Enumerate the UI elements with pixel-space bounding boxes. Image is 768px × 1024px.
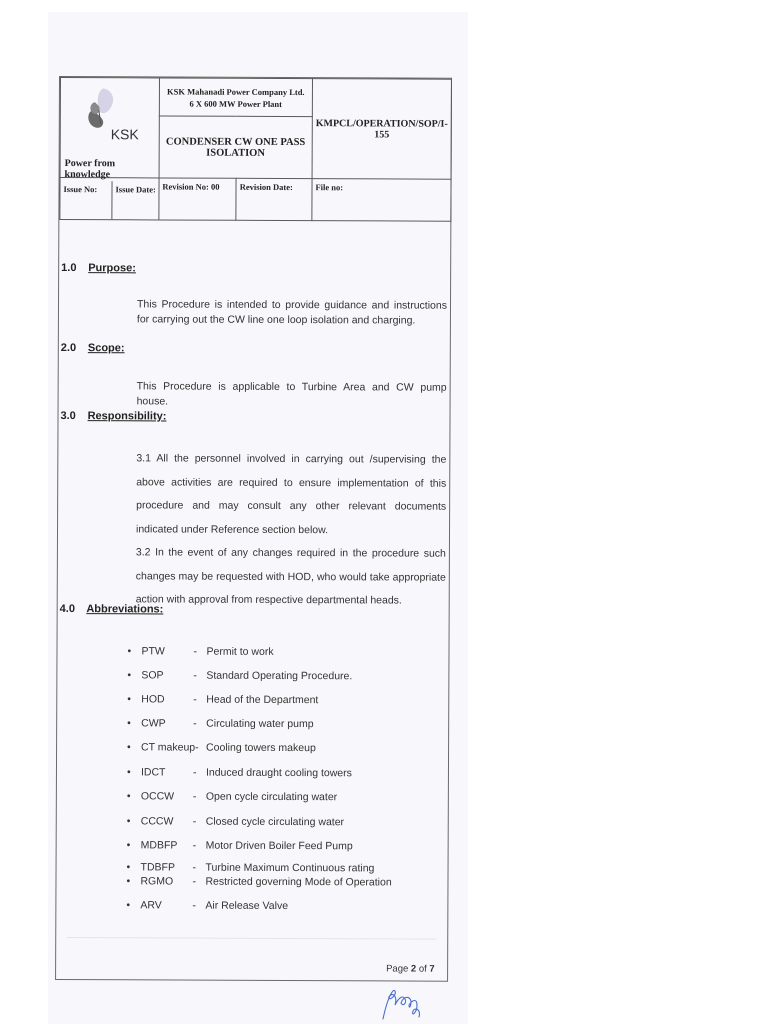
document-title: CONDENSER CW ONE PASS ISOLATION [159,116,312,179]
bullet-icon: • [126,766,131,779]
section-heading-purpose [61,262,136,274]
section-title: Abbreviations: [86,603,164,616]
list-item: • ARV - Air Release Valve [126,899,289,913]
bullet-icon: • [126,875,131,888]
file-no-label: File no: [312,179,451,222]
bullet-icon: • [127,717,131,730]
document-number: KMPCL/OPERATION/SOP/I-155 [312,79,451,180]
page-number: Page 2 of 7 [386,963,435,975]
section-heading-abbreviations [60,603,164,615]
bullet-icon: • [126,861,131,874]
bullet-icon: • [127,645,132,658]
issue-no-label: Issue No: [60,181,112,219]
section-number: 1.0 [61,262,77,275]
company-tagline: Power from knowledge [64,158,116,181]
signature-icon [375,985,435,1021]
abbreviations-list [126,645,428,913]
footer-divider [66,937,436,940]
bullet-icon: • [127,693,131,706]
list-item: • CCCW - Closed cycle circulating water [126,815,345,829]
list-item: • IDCT - Induced draught cooling towers [126,766,352,780]
revision-no-label: Revision No: 00 [159,178,237,220]
bullet-icon: • [127,669,132,682]
issue-cells [60,178,159,220]
logo-cell [60,78,159,181]
list-item: • CWP - Circulating water pump [127,717,314,731]
ksk-butterfly-logo-icon [83,84,121,132]
total-pages: 7 [429,963,435,975]
bullet-icon: • [126,790,131,803]
section-heading-scope [61,342,125,354]
section-title: Responsibility: [87,410,167,423]
list-item: • SOP - Standard Operating Procedure. [127,669,353,683]
section-heading-responsibility [60,410,166,422]
logo-text: KSK [110,126,139,143]
company-name-cell [159,78,312,117]
document-frame [55,76,452,982]
section-title: Purpose: [88,262,136,275]
company-name: KSK Mahanadi Power Company Ltd. [167,85,305,97]
bullet-icon: • [126,815,131,828]
list-item: • TDBFP - Turbine Maximum Continuous rating [126,861,375,875]
list-item: • MDBFP - Motor Driven Boiler Feed Pump [126,839,353,853]
list-item: • PTW - Permit to work [127,645,274,658]
section-number: 4.0 [59,603,75,616]
current-page: 2 [410,963,417,975]
responsibility-text [136,447,447,613]
section-number: 2.0 [60,342,77,355]
bullet-icon: • [126,839,131,852]
bullet-icon: • [127,741,131,754]
revision-date-label: Revision Date: [236,178,312,220]
section-title: Scope: [87,342,125,355]
scope-text: This Procedure is applicable to Turbine Area and CW pump house. [136,380,447,408]
list-item: • CT makeup- Cooling towers makeup [127,741,316,755]
responsibility-item-3-1: 3.1 All the personnel involved in carrying out /supervising the above activities are required to ensure implementation of this procedure and may consult any other relevant documents indicated under Reference section below. [135,452,447,536]
purpose-text: This Procedure is intended to provide guidance and instructions for carrying out the CW line one loop isolation and charging. [136,298,448,327]
list-item: • HOD - Head of the Department [127,693,319,707]
list-item: • OCCW - Open cycle circulating water [126,790,338,804]
list-item: • RGMO - Restricted governing Mode of Operation [126,875,392,889]
section-number: 3.0 [60,410,76,423]
bullet-icon: • [126,899,131,912]
plant-capacity: 6 X 600 MW Power Plant [189,98,283,109]
responsibility-item-3-2: 3.2 In the event of any changes required in the procedure such changes may be requested with HOD, who would take appropriate action with approval from respective departmental heads. [135,546,446,607]
document-header-table [59,77,452,222]
issue-date-label: Issue Date: [115,184,156,195]
